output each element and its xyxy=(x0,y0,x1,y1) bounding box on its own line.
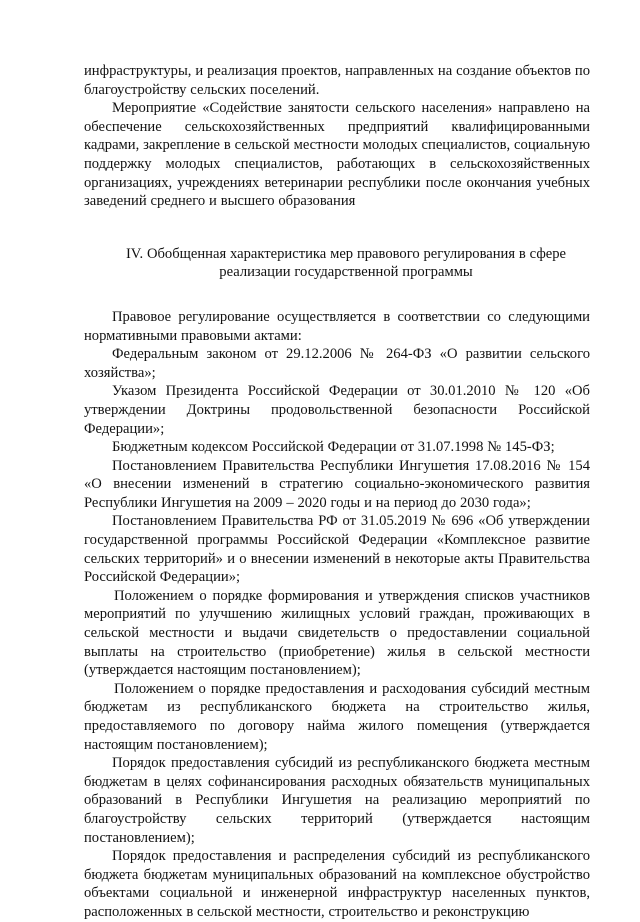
paragraph-employment-measure: Мероприятие «Содействие занятости сельского населения» направлено на обеспечение сельскохозяйственных предприятий квалифицированными кадрами, закрепление в сельской местности молодых специалистов, социальную поддержку молодых специалистов, работающих в сельскохозяйственных организациях, учреждениях ветеринарии республики после окончания учебных заведений среднего и высшего образования xyxy=(84,100,590,210)
paragraph-presidential-decree: Указом Президента Российской Федерации от 30.01.2010 № 120 «Об утверждении Доктрины продовольственной безопасности Российской Федерации»; xyxy=(84,383,590,437)
paragraph-subsidies-housing: Положением о порядке предоставления и расходования субсидий местным бюджетам из республиканского бюджета на строительство жилья, предоставляемого по договору найма жилого помещения (утверждается настоящим постановлением); xyxy=(84,680,590,753)
section-title: IV. Обобщенная характеристика мер правового регулирования в сфере реализации государственной программы xyxy=(125,245,567,281)
paragraph-ingushetia-resolution: Постановлением Правительства Республики Ингушетия 17.08.2016 № 154 «О внесении изменений в стратегию социально-экономического развития Республики Ингушетия на 2009 – 2020 годы и на период до 2030 года»; xyxy=(84,457,590,511)
paragraph-budget-code: Бюджетным кодексом Российской Федерации от 31.07.1998 № 145-ФЗ; xyxy=(112,439,555,456)
paragraph-infrastructure: инфраструктуры, и реализация проектов, направленных на создание объектов по благоустройству сельских поселений. xyxy=(84,63,590,98)
paragraph-federal-law: Федеральным законом от 29.12.2006 № 264-ФЗ «О развитии сельского хозяйства»; xyxy=(84,346,590,381)
paragraph-legal-regulation: Правовое регулирование осуществляется в соответствии со следующими нормативными правовыми актами: xyxy=(84,308,590,344)
document-body xyxy=(84,62,590,922)
paragraph-housing-lists: Положением о порядке формирования и утверждения списков участников мероприятий по улучшению жилищных условий граждан, проживающих в сельской местности и выдачи свидетельств о предоставлении социальной выплаты на строительство (приобретение) жилья в сельской местности (утверждается настоящим постановлением); xyxy=(84,587,590,679)
paragraph-subsidies-improvement: Порядок предоставления субсидий из республиканского бюджета местным бюджетам в целях софинансирования расходных обязательств муниципальных образований в Республики Ингушетия на реализацию мероприятий по благоустройству сельских территорий (утверждается настоящим постановлением); xyxy=(84,755,590,846)
paragraph-rf-resolution: Постановлением Правительства РФ от 31.05.2019 № 696 «Об утверждении государственной программы Российской Федерации «Комплексное развитие сельских территорий» и о внесении изменений в некоторые акты Правительства Российской Федерации»; xyxy=(84,513,590,586)
paragraph-subsidies-infrastructure: Порядок предоставления и распределения субсидий из республиканского бюджета бюджетам муниципальных образований на комплексное обустройство объектами социальной и инженерной инфраструктур населенных пунктов, расположенных в сельской местности, строительство и реконструкцию xyxy=(84,848,590,920)
